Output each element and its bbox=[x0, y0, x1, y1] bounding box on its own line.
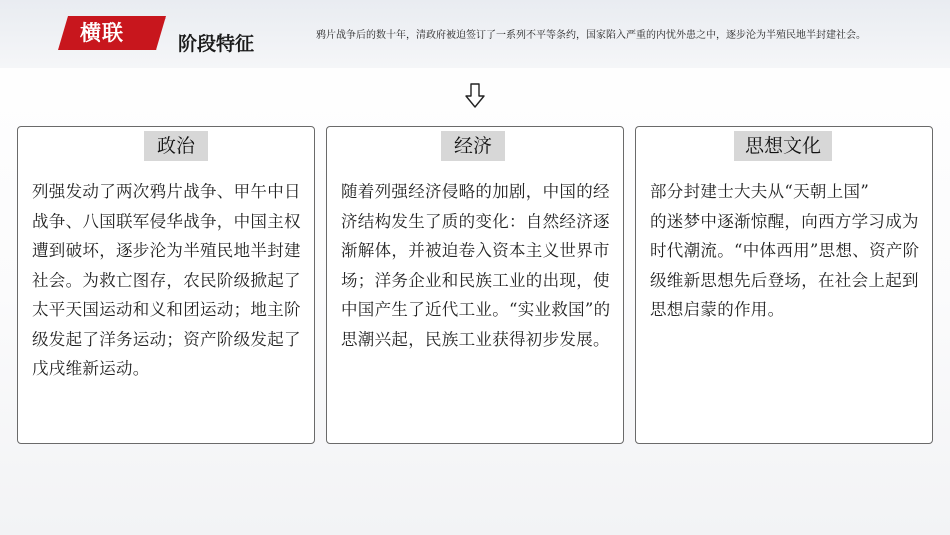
stage-description: 鸦片战争后的数十年，清政府被迫签订了一系列不平等条约，国家陷入严重的内忧外患之中，逐步沦为半殖民地半封建社会。 bbox=[316, 30, 866, 41]
card-body-politics: 列强发动了两次鸦片战争、甲午中日战争、八国联军侵华战争，中国主权遭到破坏，逐步沦为半殖民地半封建社会。为救亡图存，农民阶级掀起了太平天国运动和义和团运动；地主阶级发起了洋务运动；资产阶级发起了戊戌维新运动。 bbox=[32, 182, 301, 378]
card-economy bbox=[326, 126, 624, 444]
card-culture bbox=[635, 126, 933, 444]
down-arrow-icon bbox=[464, 83, 486, 109]
card-title-economy: 经济 bbox=[441, 131, 505, 161]
card-body-culture bbox=[650, 177, 922, 325]
card-body-culture-line2: 的迷梦中逐渐惊醒，向西方学习成为时代潮流。“中体西用”思想、资产阶级维新思想先后登场，在社会上起到思想启蒙的作用。 bbox=[650, 211, 920, 319]
card-politics bbox=[17, 126, 315, 444]
card-title-culture: 思想文化 bbox=[734, 131, 832, 161]
section-tag-label: 横联 bbox=[80, 21, 124, 45]
card-body-economy: 随着列强经济侵略的加剧，中国的经济结构发生了质的变化：自然经济逐渐解体，并被迫卷入资本主义世界市场；洋务企业和民族工业的出现，使中国产生了近代工业。“实业救国”的思潮兴起，民族工业获得初步发展。 bbox=[341, 182, 611, 349]
stage-title: 阶段特征 bbox=[178, 33, 255, 55]
card-title-politics: 政治 bbox=[144, 131, 208, 161]
card-body-culture-line1: 部分封建士大夫从“天朝上国” bbox=[650, 182, 870, 201]
